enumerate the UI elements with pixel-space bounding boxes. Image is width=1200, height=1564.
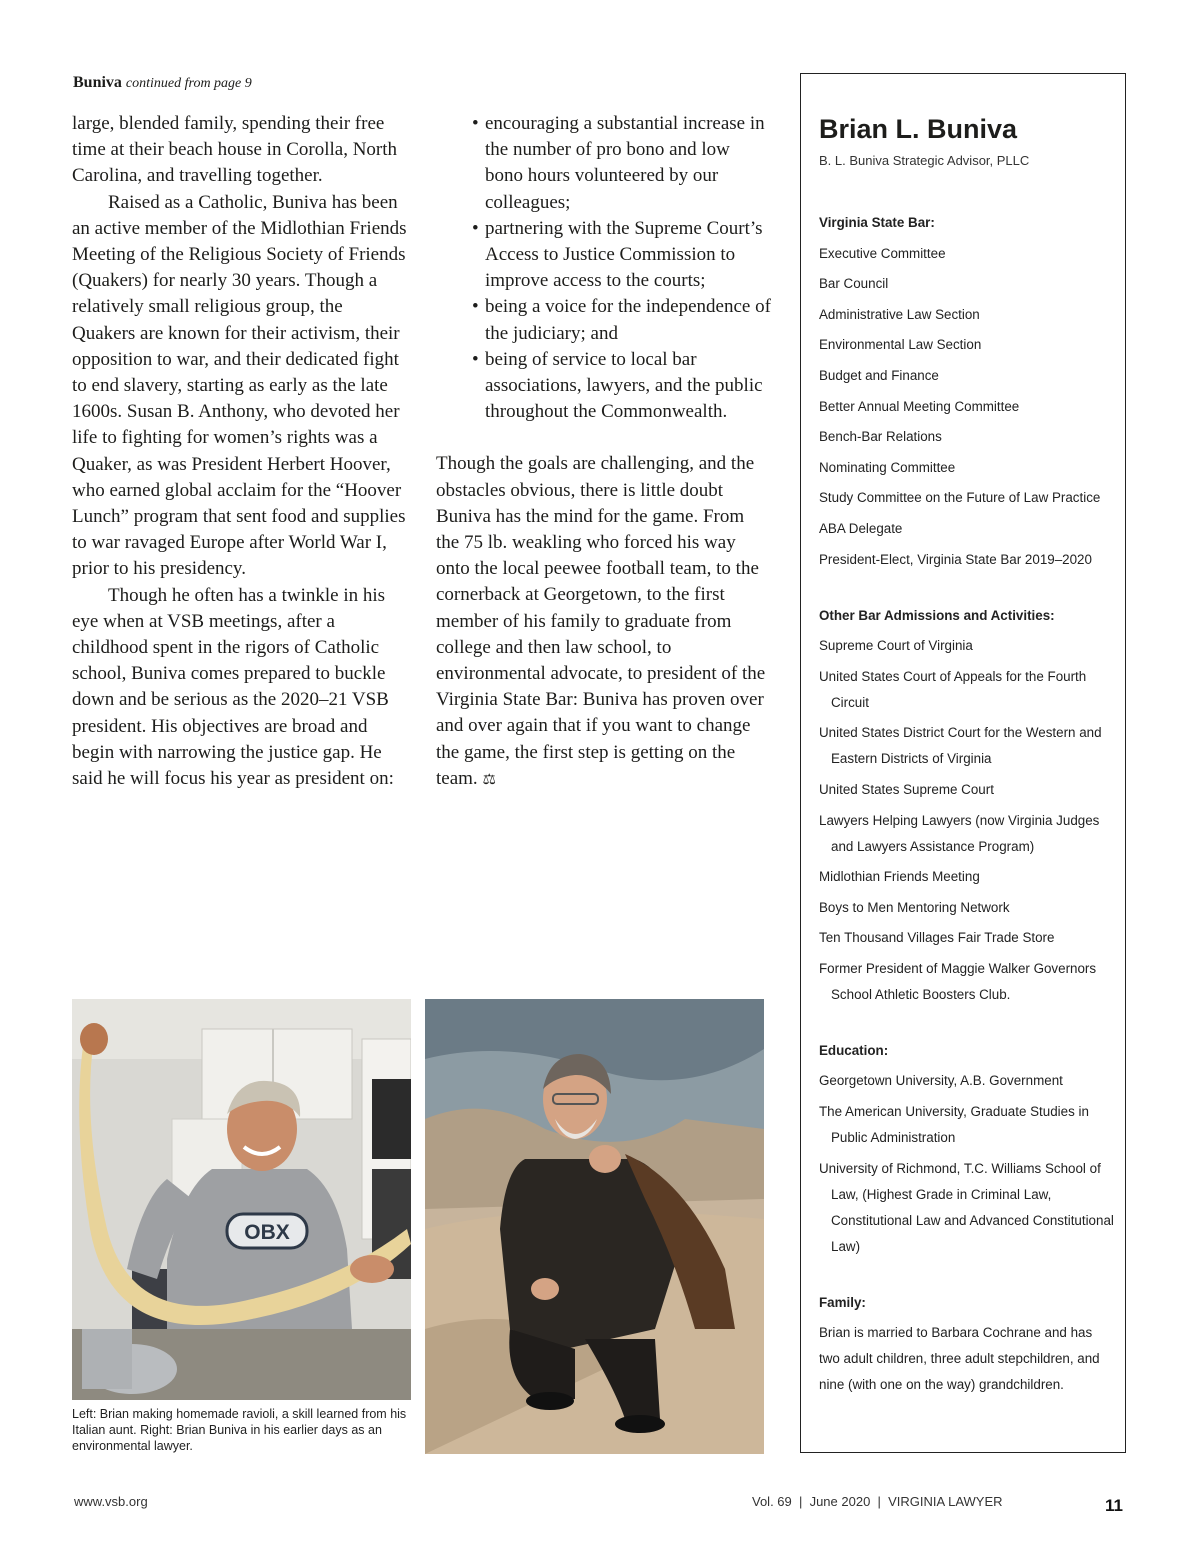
list-item: United States District Court for the Western and Eastern Districts of Virginia: [819, 725, 1102, 767]
list-item: Lawyers Helping Lawyers (now Virginia Judges and Lawyers Assistance Program): [819, 812, 1100, 854]
education-heading: Education:: [819, 1042, 889, 1058]
list-item: Executive Committee: [819, 245, 946, 261]
paragraph-3: Though he often has a twinkle in his eye when at VSB meetings, after a childhood spent in the rigors of Catholic school, Buniva comes prepared to buckle down and be serious as the 2020–21 VSB president. His objectives are broad and begin with narrowing the justice gap. He said he will focus his year as president on:: [72, 584, 394, 790]
list-item: • being of service to local bar associations, lawyers, and the public throughout the Commonwealth.: [436, 347, 771, 426]
sidebar-firm: B. L. Buniva Strategic Advisor, PLLC: [819, 153, 1030, 168]
list-item: Study Committee on the Future of Law Practice: [819, 490, 1101, 506]
list-item: President-Elect, Virginia State Bar 2019–2020: [819, 551, 1092, 567]
list-item: Former President of Maggie Walker Governors School Athletic Boosters Club.: [819, 960, 1097, 1002]
list-item: United States Court of Appeals for the Fourth Circuit: [819, 668, 1087, 710]
article-column-1: [72, 111, 407, 792]
sidebar-body: [819, 210, 1114, 1398]
end-mark-icon: ⚖: [482, 769, 496, 788]
list-item: Georgetown University, A.B. Government: [819, 1073, 1063, 1089]
objectives-list: [436, 111, 771, 425]
list-item: Ten Thousand Villages Fair Trade Store: [819, 930, 1055, 946]
list-item: Nominating Committee: [819, 459, 956, 475]
list-item: Bar Council: [819, 276, 889, 292]
list-item: Budget and Finance: [819, 367, 939, 383]
photo-riverside-portrait: [425, 999, 764, 1454]
closing-text: Though the goals are challenging, and the obstacles obvious, there is little doubt Buniva has the mind for the game. From the 75 lb. weakling who forced his way onto the local peewee football team, to the cornerback at Georgetown, to the first member of his family to graduate from college and then law school, to environmental advocate, to president of the Virginia State Bar: Buniva has proven over and over again that if you want to change the game, the first step is getting on the team.: [436, 453, 766, 789]
family-text: Brian is married to Barbara Cochrane and has two adult children, three adult stepchildren, and nine (with one on the way) grandchildren.: [819, 1325, 1100, 1393]
family-heading: Family:: [819, 1294, 866, 1310]
article-column-2: [436, 111, 771, 792]
list-item: • being a voice for the independence of the judiciary; and: [436, 294, 771, 346]
list-item: Midlothian Friends Meeting: [819, 869, 980, 885]
list-item: • partnering with the Supreme Court’s Access to Justice Commission to improve access to the courts;: [436, 216, 771, 295]
paragraph-2: Raised as a Catholic, Buniva has been an active member of the Midlothian Friends Meeting of the Religious Society of Friends (Quakers) for nearly 30 years. Though a relatively small religious group, the Quakers are known for their activism, their opposition to war, and their dedicated fight to end slavery, starting as early as the late 1600s. Susan B. Anthony, who devoted her life to fighting for women’s rights was a Quaker, as was President Herbert Hoover, who earned global acclaim for the “Hoover Lunch” program that sent food and supplies to war ravaged Europe after World War I, prior to his presidency.: [72, 191, 407, 580]
paragraph-1: large, blended family, spending their free time at their beach house in Corolla, North Carolina, and travelling together.: [72, 113, 398, 187]
footer-issue: Vol. 69 | June 2020 | VIRGINIA LAWYER: [752, 1494, 1003, 1509]
other-heading: Other Bar Admissions and Activities:: [819, 607, 1055, 623]
page-number: 11: [1105, 1496, 1123, 1515]
list-item: ABA Delegate: [819, 520, 903, 536]
list-item: Bench-Bar Relations: [819, 429, 942, 445]
list-item: • encouraging a substantial increase in the number of pro bono and low bono hours volunteered by our colleagues;: [436, 111, 771, 216]
footer-url: www.vsb.org: [74, 1494, 148, 1509]
vsb-heading: Virginia State Bar:: [819, 215, 935, 230]
list-item: Administrative Law Section: [819, 306, 980, 322]
closing-paragraph: [436, 451, 771, 792]
list-item: The American University, Graduate Studies in Public Administration: [819, 1104, 1089, 1146]
running-head: [73, 74, 252, 92]
list-item: Supreme Court of Virginia: [819, 638, 973, 654]
running-head-continued: continued from page 9: [125, 76, 252, 91]
list-item: University of Richmond, T.C. Williams School of Law, (Highest Grade in Criminal Law, Constitutional Law and Advanced Constitutional Law): [819, 1160, 1114, 1254]
list-item: United States Supreme Court: [819, 781, 994, 797]
photo-caption: Left: Brian making homemade ravioli, a skill learned from his Italian aunt. Right: Brian Buniva in his earlier days as an environmental lawyer.: [72, 1407, 407, 1453]
sidebar-name: Brian L. Buniva: [819, 114, 1018, 144]
photo-pasta-kitchen: [72, 999, 411, 1400]
running-head-name: Buniva: [73, 74, 122, 91]
bio-sidebar: [800, 73, 1126, 1453]
list-item: Better Annual Meeting Committee: [819, 398, 1020, 414]
list-item: Environmental Law Section: [819, 337, 982, 353]
list-item: Boys to Men Mentoring Network: [819, 899, 1010, 915]
shirt-text: OBX: [244, 1221, 290, 1244]
